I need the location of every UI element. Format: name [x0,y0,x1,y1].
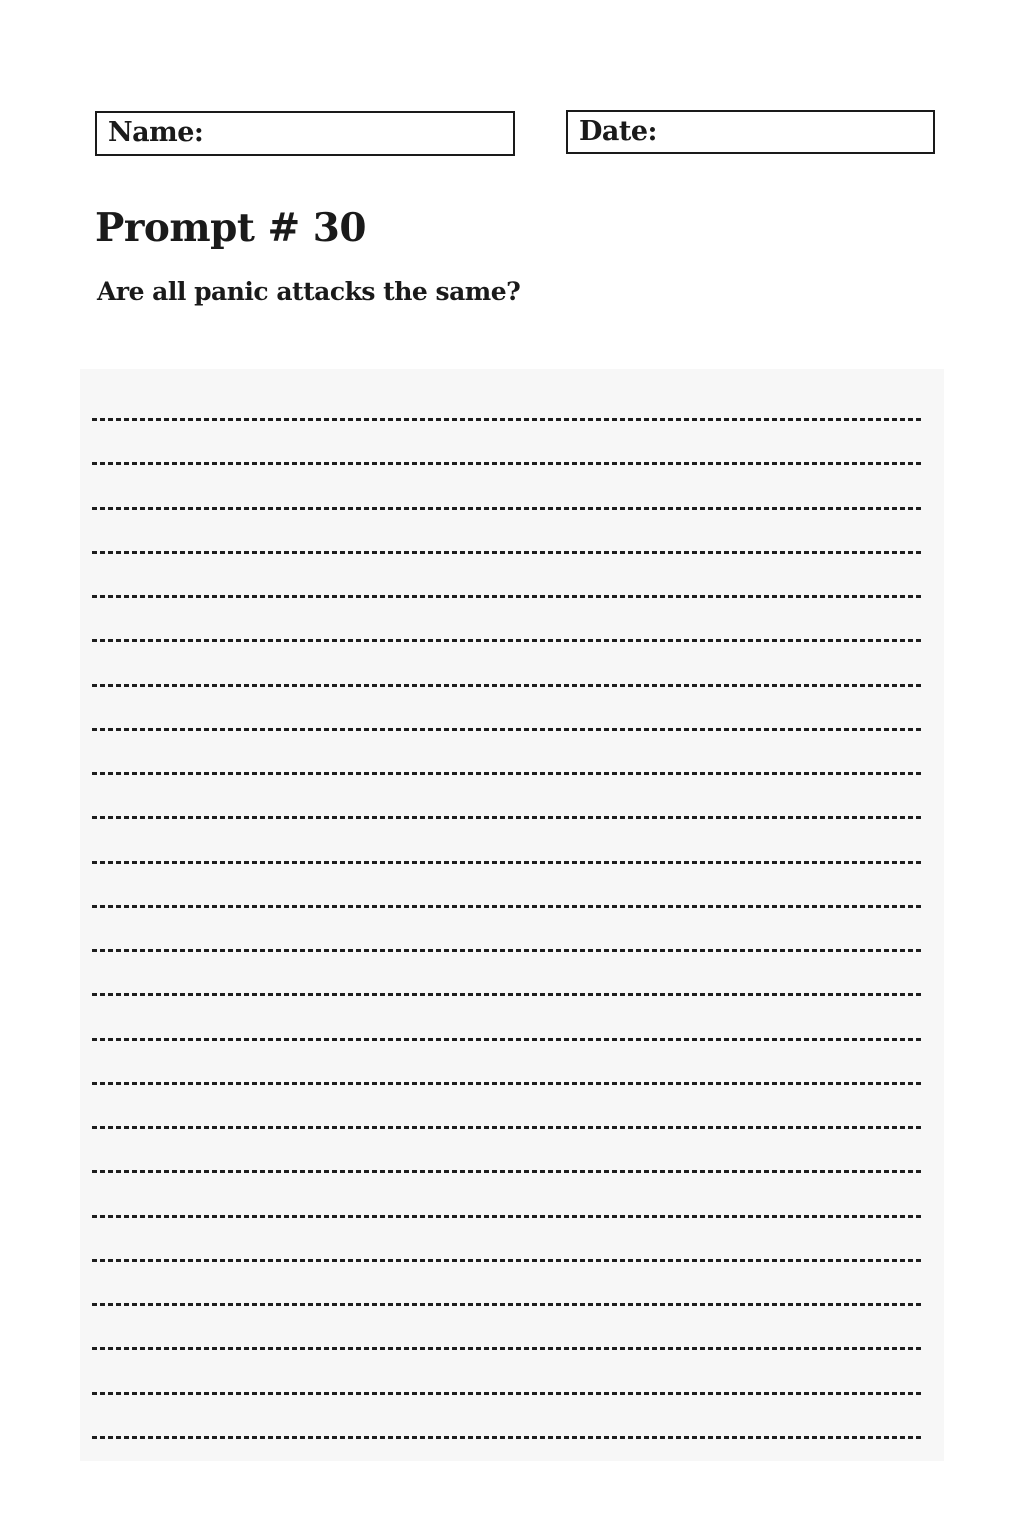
writing-line [92,861,922,864]
writing-line [92,1170,922,1173]
writing-line [92,684,922,687]
writing-line [92,1392,922,1395]
writing-line [92,772,922,775]
writing-line [92,905,922,908]
date-field-box[interactable] [566,110,935,154]
writing-line [92,1259,922,1262]
writing-line [92,1303,922,1306]
prompt-title: Prompt # 30 [95,205,367,251]
writing-line [92,949,922,952]
writing-line [92,639,922,642]
prompt-question: Are all panic attacks the same? [97,277,521,306]
writing-line [92,1215,922,1218]
writing-line [92,507,922,510]
date-label: Date: [579,115,658,147]
writing-area[interactable] [80,369,944,1461]
writing-line [92,1082,922,1085]
name-label: Name: [108,117,204,148]
writing-line [92,1038,922,1041]
writing-line [92,1126,922,1129]
writing-line [92,816,922,819]
writing-line [92,418,922,421]
writing-line [92,1347,922,1350]
name-field-box[interactable] [95,111,515,156]
writing-line [92,462,922,465]
writing-line [92,1436,922,1439]
writing-line [92,595,922,598]
writing-line [92,728,922,731]
writing-line [92,551,922,554]
writing-line [92,993,922,996]
